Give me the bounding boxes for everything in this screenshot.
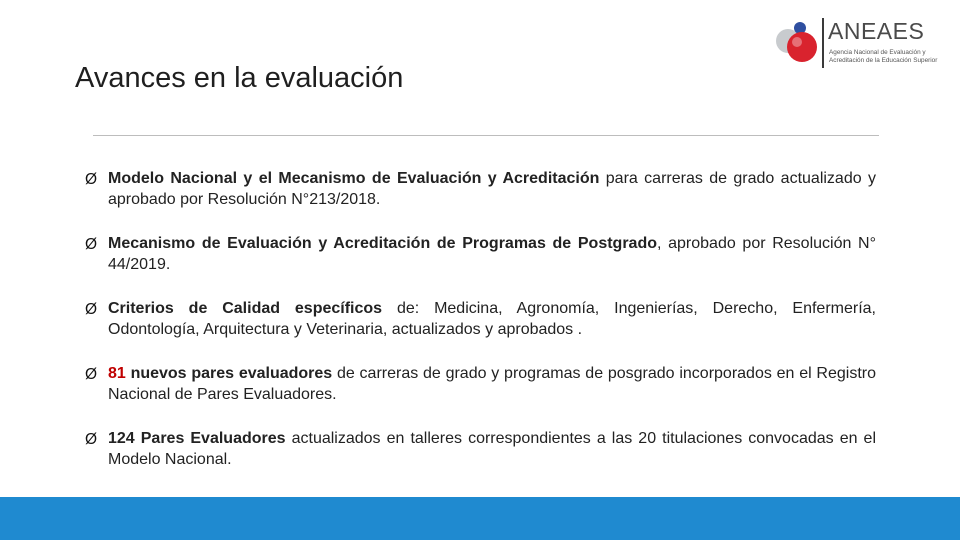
- bullet-body-text: de: Medicina, Agronomía, Ingenierías, Derecho, Enfermería, Odontología, Arquitectura y Veterinaria, actualizados y aprobados .: [108, 300, 877, 338]
- bullet-bold-text: Criterios de Calidad específicos: [108, 300, 383, 317]
- bullet-text: [108, 428, 876, 470]
- bullet-accent-number: 81: [108, 365, 126, 382]
- bullet-item: [85, 168, 876, 210]
- logo-name: ANEAES: [828, 18, 925, 44]
- arrow-bullet-icon: Ø: [85, 171, 98, 188]
- footer-bar: [0, 497, 960, 540]
- bullet-body-text: actualizados en talleres correspondientes a las 20 titulaciones convocadas en el Modelo Nacional.: [108, 430, 876, 468]
- arrow-bullet-icon: Ø: [85, 431, 98, 448]
- bullet-bold-text: Mecanismo de Evaluación y Acreditación de Programas de Postgrado: [108, 235, 657, 252]
- bullet-bold-text: nuevos pares evaluadores: [125, 365, 333, 382]
- logo-divider: [822, 18, 824, 68]
- bullet-item: [85, 363, 876, 405]
- aneaes-logo-mark-icon: [772, 14, 820, 70]
- bullet-text: [108, 233, 876, 275]
- bullet-bold-text: Modelo Nacional y el Mecanismo de Evaluación y Acreditación: [108, 170, 600, 187]
- bullet-body-text: de carreras de grado y programas de posgrado incorporados en el Registro Nacional de Pares Evaluadores.: [108, 365, 877, 403]
- arrow-bullet-icon: Ø: [85, 366, 98, 383]
- title-divider: [93, 135, 879, 136]
- logo-subtitle-line-1: Agencia Nacional de Evaluación y: [829, 49, 926, 56]
- bullet-text: [108, 168, 876, 210]
- aneaes-logo: [772, 14, 948, 70]
- logo-subtitle-line-2: Acreditación de la Educación Superior: [829, 56, 938, 64]
- arrow-bullet-icon: Ø: [85, 301, 98, 318]
- bullet-text: [108, 363, 876, 405]
- arrow-bullet-icon: Ø: [85, 236, 98, 253]
- bullet-item: [85, 428, 876, 470]
- bullet-text: [108, 298, 876, 340]
- bullet-body-text: , aprobado por Resolución N° 44/2019.: [108, 235, 877, 273]
- bullet-item: [85, 233, 876, 275]
- slide-title: Avances en la evaluación: [75, 62, 404, 94]
- bullet-item: [85, 298, 876, 340]
- bullet-bold-text: 124 Pares Evaluadores: [108, 430, 286, 447]
- logo-subtitle: [829, 49, 937, 64]
- bullet-body-text: para carreras de grado actualizado y aprobado por Resolución N°213/2018.: [108, 170, 876, 208]
